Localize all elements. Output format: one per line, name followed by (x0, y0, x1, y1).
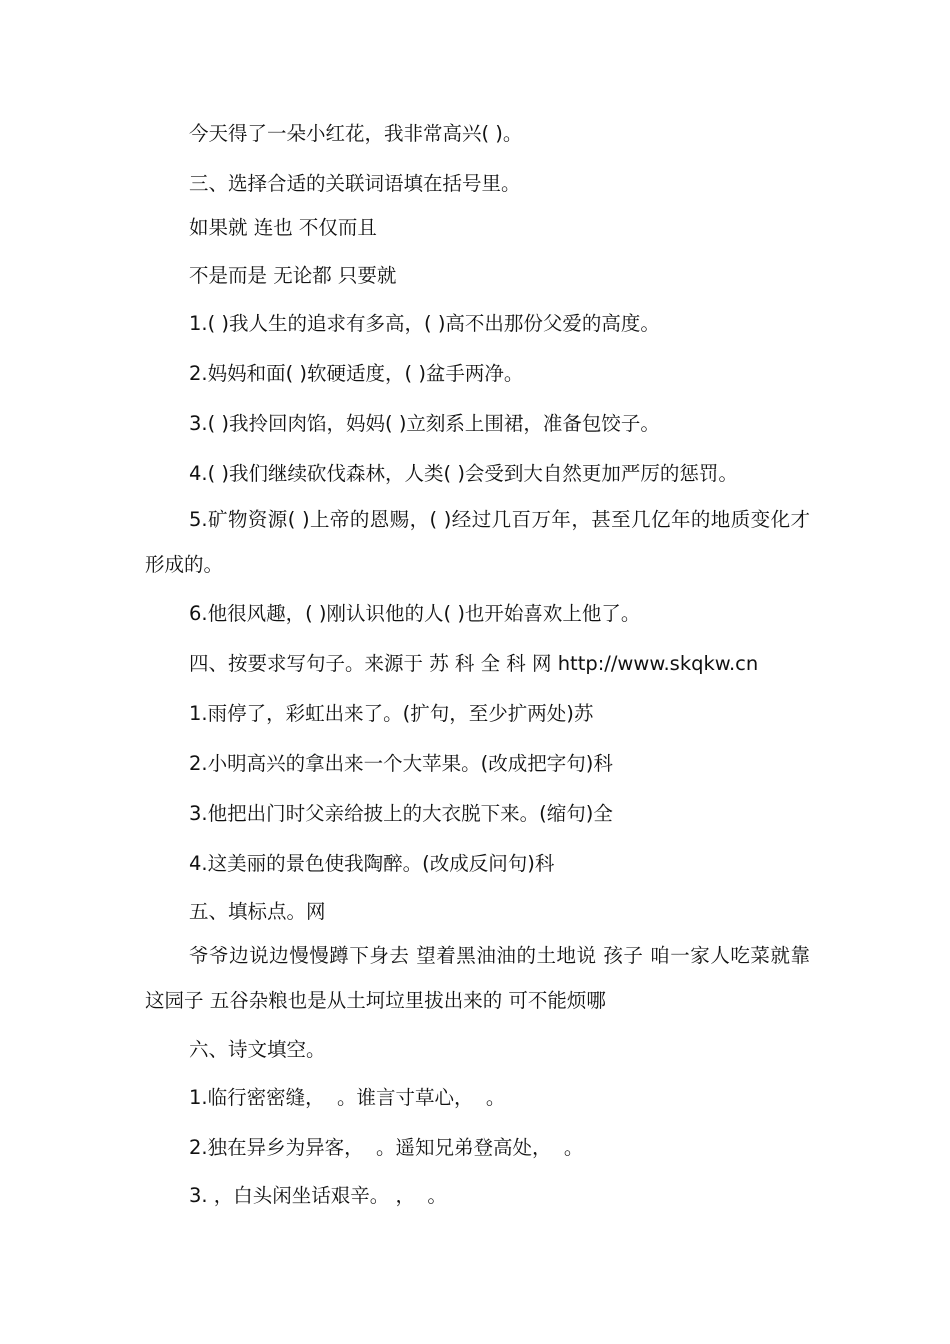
section-heading: 五、填标点。网 (189, 900, 326, 923)
question-item: 5.矿物资源( )上帝的恩赐，( )经过几百万年，甚至几亿年的地质变化才形成的。 (145, 508, 810, 576)
text-line: 今天得了一朵小红花，我非常高兴( )。 (189, 122, 523, 145)
question-item: 1.( )我人生的追求有多高，( )高不出那份父爱的高度。 (189, 312, 660, 335)
question-item: 2.小明高兴的拿出来一个大苹果。(改成把字句)科 (189, 752, 613, 775)
question-item: 4.( )我们继续砍伐森林，人类( )会受到大自然更加严厉的惩罚。 (189, 462, 738, 485)
question-item: 3. ，白头闲坐话艰辛。 ， 。 (189, 1184, 447, 1207)
question-item: 3.( )我拎回肉馅，妈妈( )立刻系上围裙，准备包饺子。 (189, 412, 660, 435)
question-item: 1.雨停了，彩虹出来了。(扩句，至少扩两处)苏 (189, 702, 594, 725)
section-heading: 四、按要求写句子。来源于 苏 科 全 科 网 http://www.skqkw.cn (189, 652, 759, 675)
question-item: 2.妈妈和面( )软硬适度，( )盆手两净。 (189, 362, 524, 385)
section-heading: 六、诗文填空。 (189, 1038, 326, 1061)
question-item: 6.他很风趣，( )刚认识他的人( )也开始喜欢上他了。 (189, 602, 641, 625)
punctuation-exercise: 爷爷边说边慢慢蹲下身去 望着黑油油的土地说 孩子 咱一家人吃菜就靠这园子 五谷杂粮也是从土坷垃里拔出来的 可不能烦哪 (145, 944, 810, 1012)
question-item: 2.独在异乡为异客， 。遥知兄弟登高处， 。 (189, 1136, 584, 1159)
question-item: 3.他把出门时父亲给披上的大衣脱下来。(缩句)全 (189, 802, 613, 825)
section-heading: 三、选择合适的关联词语填在括号里。 (189, 172, 521, 195)
question-item: 4.这美丽的景色使我陶醉。(改成反问句)科 (189, 852, 555, 875)
text-line: 如果就 连也 不仅而且 (189, 216, 377, 239)
text-line: 不是而是 无论都 只要就 (189, 264, 397, 287)
question-item: 1.临行密密缝， 。谁言寸草心， 。 (189, 1086, 506, 1109)
